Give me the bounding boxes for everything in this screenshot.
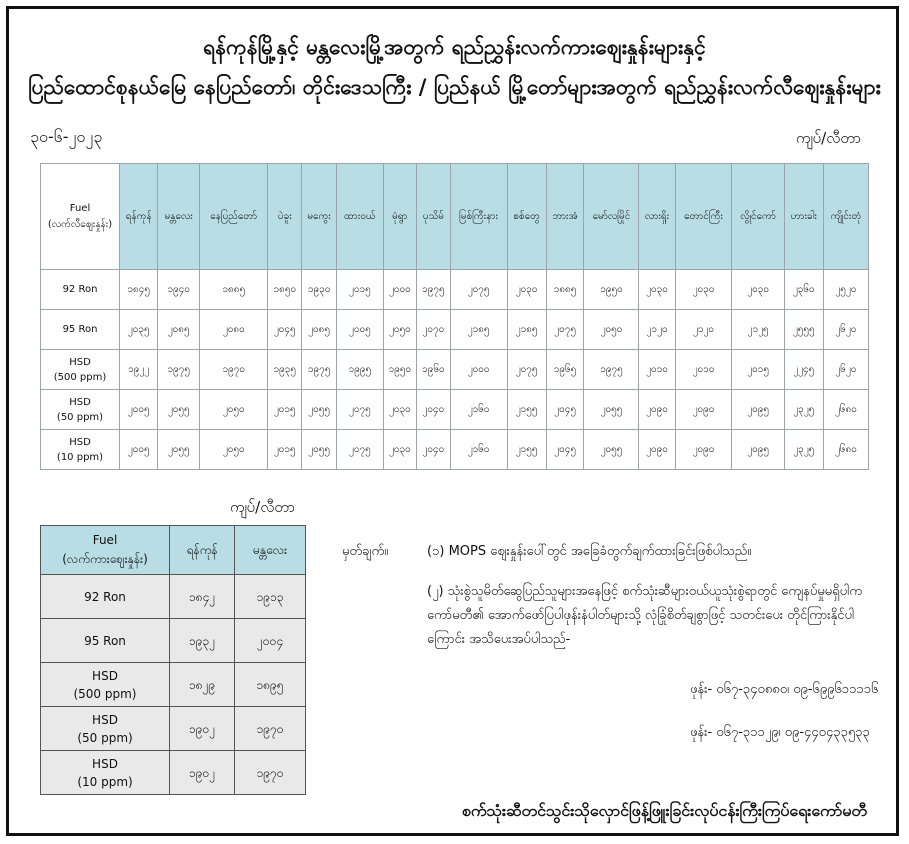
city-header: ကျိုင်းတုံ [823,164,868,270]
price-cell: ၂၀၀၀ [450,350,507,390]
price-cell: ၂၀၇၅ [450,270,507,310]
price-cell: ၁၉၀၂ [170,707,235,751]
fuel-grade-label: (50 ppm) [56,411,104,423]
table-row [41,350,869,390]
table-row [41,575,306,619]
price-cell: ၂၆၂၀ [823,310,868,350]
price-cell: ၂၀၃၀ [507,270,546,310]
price-cell: ၂၀၇၅ [337,390,384,430]
price-cell: ၁၈၄၅ [120,270,158,310]
price-cell: ၁၉၁၃ [235,575,306,619]
fuel-type-label: HSD [69,396,91,408]
price-cell: ၂၀၄၀ [417,430,451,470]
price-cell: ၁၉၅၀ [383,350,417,390]
city-header: ပဲခူး [268,164,302,270]
city-header: မော်လမြိုင် [584,164,639,270]
fuel-column-header [41,164,120,270]
price-cell: ၂၀၃၀ [383,430,417,470]
document-date: ၃၀-၆-၂၀၂၃ [30,127,103,146]
price-cell: ၁၈၈၅ [546,270,584,310]
fuel-header-label: Fuel [92,533,118,547]
price-cell: ၂၃၆၀ [784,270,823,310]
table-row [41,663,306,707]
fuel-type-cell [41,619,170,663]
price-cell: ၂၃၂၅ [784,390,823,430]
city-header: ထားဝယ် [337,164,384,270]
price-cell: ၂၁၂၀ [639,310,675,350]
price-cell: ၂၀၅၅ [584,390,639,430]
price-cell: ၂၀၃၅ [120,310,158,350]
price-cell: ၂၅၂၀ [823,270,868,310]
price-cell: ၂၀၅၀ [584,310,639,350]
city-header: စစ်တွေ [507,164,546,270]
fuel-grade-label: (500 ppm) [73,686,137,701]
price-cell: ၂၀၀၅ [120,390,158,430]
price-cell: ၁၉၃၀ [302,270,337,310]
note-2: (၂) သုံးစွဲသူမိတ်ဆွေပြည်သူများအနေဖြင့် စက်သုံးဆီများဝယ်ယူသုံးစွဲရာတွင် ကျေနပ်မှုမရှိပါက ကော်မတီ၏ အောက်ဖော်ပြပါဖုန်းနံပါတ်များသို့ လုံခြုံစိတ်ချစွာဖြင့် သတင်းပေး တိုင်ကြားနိုင်ပါကြောင်း အသိပေးအပ်ပါသည်- [427,584,862,647]
fuel-grade-label: (50 ppm) [77,730,133,745]
city-header-yangon: ရန်ကုန် [170,526,235,575]
phone-line-1: ဖုန်း- ၀၆၇-၃၄၀၈၈၀၊ ၀၉-၆၉၉၆၁၁၁၁၆ [690,682,879,697]
note-1: (၁) MOPS ဈေးနှုန်းပေါ်တွင် အခြေခံတွက်ချက်ထားခြင်းဖြစ်ပါသည်။ [427,544,752,559]
price-cell: ၂၀၅၀ [200,390,268,430]
price-cell: ၂၀၁၅ [268,430,302,470]
price-cell: ၂၀၉၀ [639,390,675,430]
fuel-type-cell [41,310,120,350]
price-cell: ၂၀၁၅ [337,270,384,310]
fuel-type-label: HSD [92,668,118,683]
price-cell: ၂၀၁၅ [732,350,784,390]
unit-label-wholesale: ကျပ်/လီတာ [230,498,296,516]
price-cell: ၁၉၃၅ [268,350,302,390]
city-header-mandalay: မန္တလေး [235,526,306,575]
city-header: နေပြည်တော် [200,164,268,270]
page-title-line2: ပြည်ထောင်စုနယ်မြေ နေပြည်တော်၊ တိုင်းဒေသကြီး / ပြည်နယ် မြို့တော်များအတွက် ရည်ညွှန်းလက်လီဈေးနှုန်းများ [28,75,881,99]
fuel-grade-label: (10 ppm) [77,774,133,789]
price-cell: ၂၁၅၅ [507,430,546,470]
price-cell: ၁၉၇၀ [235,751,306,795]
fuel-type-cell [41,575,170,619]
price-cell: ၁၉၇၅ [158,350,200,390]
price-cell: ၂၀၇၅ [507,350,546,390]
table-row [41,430,869,470]
price-cell: ၂၆၈၀ [823,430,868,470]
price-cell: ၂၁၂၅ [732,310,784,350]
price-cell: ၂၀၈၀ [200,310,268,350]
price-cell: ၂၀၉၀ [639,430,675,470]
table-row [41,751,306,795]
city-header: မြစ်ကြီးနား [450,164,507,270]
price-cell: ၂၀၁၀ [639,350,675,390]
price-cell: ၂၀၃၀ [639,270,675,310]
price-cell: ၂၀၇၀ [417,310,451,350]
wholesale-table-header-row [41,526,306,575]
retail-table-header-row [41,164,869,270]
price-cell: ၂၀၀၅ [120,430,158,470]
price-cell: ၂၀၉၀ [675,430,732,470]
committee-signature: စက်သုံးဆီတင်သွင်းသိုလှောင်ဖြန့်ဖြူးခြင်းလုပ်ငန်းကြီးကြပ်ရေးကော်မတီ [461,801,867,820]
price-cell: ၂၀၉၅ [732,390,784,430]
table-row [41,707,306,751]
price-cell: ၂၁၈၅ [450,310,507,350]
price-cell: ၁၈၂၉ [170,663,235,707]
price-cell: ၂၀၁၅ [268,390,302,430]
price-cell: ၂၆၈၀ [823,390,868,430]
price-cell: ၂၀၉၀ [675,390,732,430]
fuel-header-sublabel: (လက်ကားဈေးနှုန်း) [62,552,148,566]
fuel-grade-label: (10 ppm) [56,451,104,463]
price-cell: ၂၀၇၅ [337,430,384,470]
price-cell: ၂၀၅၀ [200,430,268,470]
price-cell: ၂၀၅၀ [383,310,417,350]
price-cell: ၁၉၅၀ [584,270,639,310]
price-cell: ၁၉၆၀ [417,350,451,390]
price-cell: ၂၀၈၅ [302,310,337,350]
table-row [41,310,869,350]
price-cell: ၁၉၇၀ [200,350,268,390]
price-cell: ၂၀၁၀ [675,350,732,390]
price-cell: ၁၉၇၀ [235,707,306,751]
price-cell: ၂၀၇၅ [546,310,584,350]
price-cell: ၂၁၆၀ [450,430,507,470]
city-header: လားရှိုး [639,164,675,270]
price-cell: ၂၀၄၅ [546,390,584,430]
price-cell: ၂၀၄၅ [268,310,302,350]
fuel-column-header [41,526,170,575]
table-row [41,270,869,310]
city-header: ရန်ကုန် [120,164,158,270]
price-cell: ၂၀၀၀ [383,270,417,310]
price-cell: ၂၁၈၅ [507,310,546,350]
price-cell: ၂၀၈၅ [158,310,200,350]
page-title-line1: ရန်ကုန်မြို့နှင့် မန္တလေးမြို့အတွက် ရည်ညွှန်းလက်ကားဈေးနှုန်းများနှင့် [203,35,706,59]
fuel-type-label: HSD [92,712,118,727]
price-cell: ၂၀၀၅ [337,310,384,350]
city-header: မန္တလေး [158,164,200,270]
price-cell: ၂၁၂၀ [675,310,732,350]
unit-label-retail: ကျပ်/လီတာ [796,129,862,147]
phone-line-2: ဖုန်း- ၀၆၇-၃၁၁၂၉၊ ၀၉-၄၄၀၄၃၃၅၃၃ [690,725,870,740]
fuel-grade-label: (500 ppm) [53,371,107,383]
table-row [41,390,869,430]
price-cell: ၁၈၄၂ [170,575,235,619]
city-header: ပုသိမ် [417,164,451,270]
price-cell: ၂၁၅၅ [507,390,546,430]
price-cell: ၁၉၉၅ [337,350,384,390]
price-cell: ၁၉၄၀ [158,270,200,310]
price-cell: ၂၀၉၅ [732,430,784,470]
fuel-type-label: HSD [92,756,118,771]
city-header: မုံရွာ [383,164,417,270]
price-cell: ၂၁၆၀ [450,390,507,430]
price-cell: ၂၀၅၅ [158,390,200,430]
price-cell: ၁၈၉၅ [235,663,306,707]
price-cell: ၁၉၃၂ [170,619,235,663]
price-cell: ၂၀၅၅ [584,430,639,470]
price-cell: ၂၀၃၀ [675,270,732,310]
city-header: မကွေး [302,164,337,270]
price-cell: ၂၆၂၀ [823,350,868,390]
fuel-header-label: Fuel [69,202,91,214]
city-header: လွိုင်ကော် [732,164,784,270]
fuel-type-label: 92 Ron [84,589,126,604]
city-header: ဘားအံ [546,164,584,270]
price-cell: ၁၉၂၂ [120,350,158,390]
price-cell: ၁၉၇၅ [584,350,639,390]
fuel-type-cell [41,430,120,470]
retail-price-table [40,163,869,470]
price-cell: ၁၉၇၅ [302,350,337,390]
fuel-type-cell [41,751,170,795]
price-cell: ၁၉၀၂ [170,751,235,795]
fuel-type-cell [41,390,120,430]
price-cell: ၁၈၅၀ [268,270,302,310]
fuel-type-label: HSD [69,436,91,448]
fuel-type-cell [41,707,170,751]
fuel-header-sublabel: (လက်လီဈေးနှုန်း) [47,218,113,230]
fuel-type-cell [41,663,170,707]
price-cell: ၂၃၂၅ [784,430,823,470]
notes-heading: မှတ်ချက်။ [342,544,389,559]
price-cell: ၂၀၅၅ [302,390,337,430]
fuel-type-label: 95 Ron [84,633,126,648]
price-cell: ၂၀၄၅ [546,430,584,470]
price-cell: ၂၀၃၀ [383,390,417,430]
price-cell: ၁၈၈၅ [200,270,268,310]
price-cell: ၁၉၇၅ [417,270,451,310]
fuel-type-label: HSD [69,356,91,368]
fuel-type-label: 95 Ron [62,324,98,335]
price-cell: ၁၉၆၅ [546,350,584,390]
price-cell: ၂၀၅၅ [158,430,200,470]
price-cell: ၂၀၄၀ [417,390,451,430]
table-row [41,619,306,663]
fuel-type-cell [41,270,120,310]
price-cell: ၂၀၀၄ [235,619,306,663]
city-header: ဟားခါး [784,164,823,270]
price-cell: ၂၀၃၀ [732,270,784,310]
price-cell: ၂၅၅၅ [784,310,823,350]
price-cell: ၂၂၄၅ [784,350,823,390]
city-header: တောင်ကြီး [675,164,732,270]
fuel-type-cell [41,350,120,390]
wholesale-price-table [40,525,306,795]
price-cell: ၂၀၅၅ [302,430,337,470]
fuel-type-label: 92 Ron [62,284,98,295]
